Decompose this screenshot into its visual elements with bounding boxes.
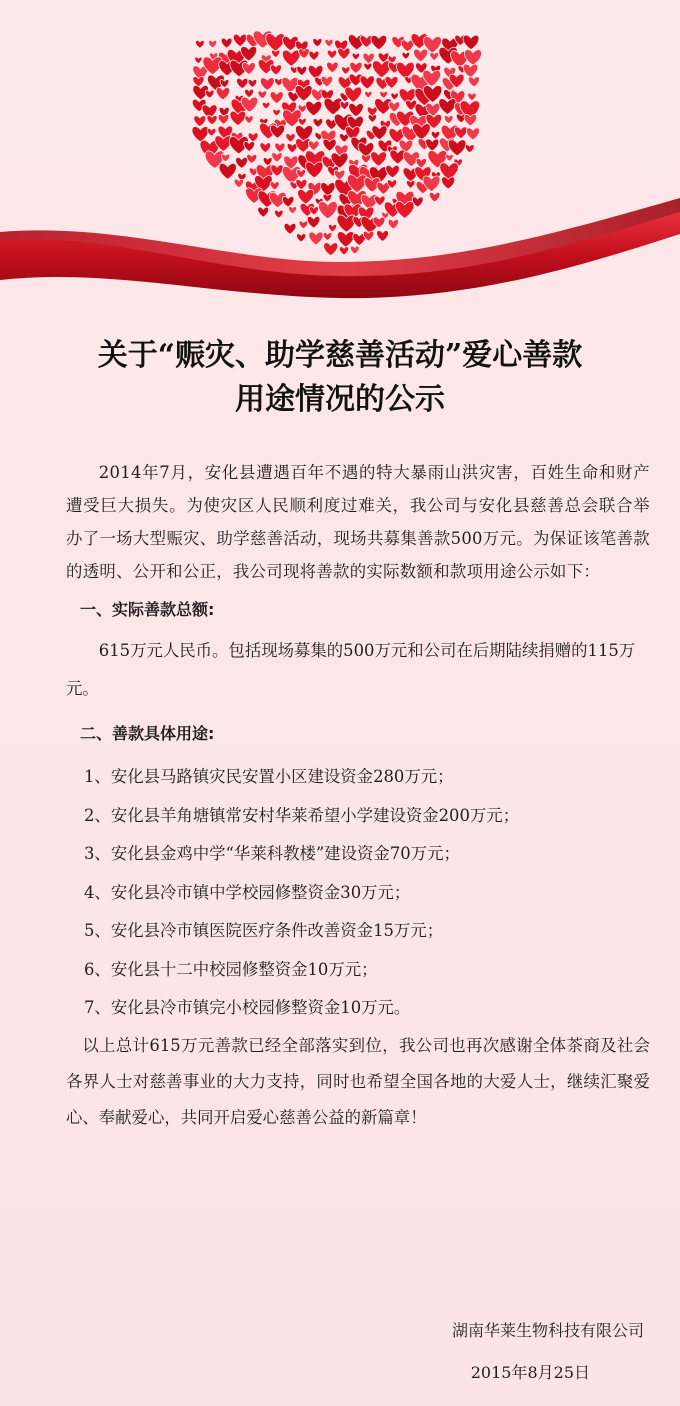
heart-banner <box>0 0 680 305</box>
small-heart-icon <box>386 165 400 177</box>
small-heart-icon <box>247 154 257 163</box>
small-heart-icon <box>323 233 332 241</box>
title-line-1: 关于“赈灾、助学慈善活动”爱心善款 <box>97 338 583 373</box>
small-heart-icon <box>368 115 376 123</box>
small-heart-icon <box>270 92 283 104</box>
small-heart-icon <box>258 91 267 99</box>
title-line-2: 用途情况的公示 <box>235 382 445 417</box>
small-heart-icon <box>245 116 253 124</box>
small-heart-icon <box>375 196 386 206</box>
small-heart-icon <box>324 243 338 256</box>
small-heart-icon <box>262 102 270 109</box>
small-heart-icon <box>360 76 374 89</box>
small-heart-icon <box>274 210 283 218</box>
small-heart-icon <box>372 61 391 78</box>
small-heart-icon <box>313 118 323 127</box>
small-heart-icon <box>248 79 257 87</box>
signature-date: 2015年8月25日 <box>470 1363 590 1382</box>
small-heart-icon <box>327 50 336 59</box>
small-heart-icon <box>258 207 269 217</box>
small-heart-icon <box>464 50 481 66</box>
small-heart-icon <box>286 134 295 143</box>
small-heart-icon <box>431 131 440 139</box>
small-heart-icon <box>328 224 336 232</box>
small-heart-icon <box>426 139 439 151</box>
small-heart-icon <box>365 91 372 98</box>
small-heart-icon <box>454 127 467 139</box>
small-heart-icon <box>363 53 374 63</box>
small-heart-icon <box>466 128 479 140</box>
small-heart-icon <box>361 155 370 163</box>
closing-paragraph: 以上总计615万元善款已经全部落实到位，我公司也再次感谢全体茶商及社会各界人士对慈善事业的大力支持，同时也希望全国各地的大爱人士，继续汇聚爱心、奉献爱心，共同开启爱心慈善公益的新篇章！ <box>66 1035 650 1127</box>
small-heart-icon <box>289 206 297 213</box>
small-heart-icon <box>216 88 229 100</box>
small-heart-icon <box>236 157 248 168</box>
small-heart-icon <box>260 143 271 153</box>
list-item: 4、安化县冷市镇中学校园修整资金30万元； <box>84 882 411 902</box>
small-heart-icon <box>323 194 332 202</box>
small-heart-icon <box>299 49 310 59</box>
small-heart-icon <box>468 77 479 87</box>
small-heart-icon <box>463 35 479 49</box>
small-heart-icon <box>297 66 307 75</box>
section-usage-heading: 二、善款具体用途: <box>80 724 215 743</box>
small-heart-icon <box>219 163 236 179</box>
small-heart-icon <box>339 247 348 255</box>
small-heart-icon <box>342 67 350 75</box>
small-heart-icon <box>318 202 337 219</box>
small-heart-icon <box>309 232 323 245</box>
small-heart-icon <box>465 145 474 153</box>
small-heart-icon <box>298 118 306 125</box>
small-heart-icon <box>468 93 476 101</box>
small-heart-icon <box>297 234 306 242</box>
list-item: 5、安化县冷市镇医院医疗条件改善资金15万元； <box>84 921 444 940</box>
page-title <box>0 334 680 422</box>
small-heart-icon <box>205 90 214 98</box>
small-heart-icon <box>270 65 281 75</box>
intro-paragraph: 2014年7月，安化县遭遇百年不遇的特大暴雨山洪灾害，百姓生命和财产遭受巨大损失。为使灾区人民顺利度过难关，我公司与安化县慈善总会联合举办了一场大型赈灾、助学慈善活动，现场共募集善款500万元。为保证该笔善款的透明、公开和公正，我公司现将善款的实际数额和款项用途公示如下： <box>66 463 650 581</box>
small-heart-icon <box>207 128 216 136</box>
small-heart-icon <box>377 231 389 242</box>
small-heart-icon <box>306 101 322 116</box>
small-heart-icon <box>244 141 255 151</box>
small-heart-icon <box>207 115 217 124</box>
small-heart-icon <box>275 143 285 152</box>
list-item: 7、安化县冷市镇完小校园修整资金10万元。 <box>84 998 411 1017</box>
small-heart-icon <box>334 170 345 180</box>
small-heart-icon <box>248 133 258 142</box>
section-total-heading: 一、实际善款总额: <box>80 600 215 619</box>
small-heart-icon <box>350 62 362 73</box>
small-heart-icon <box>273 109 280 116</box>
small-heart-icon <box>448 140 466 156</box>
small-heart-icon <box>272 153 283 163</box>
small-heart-icon <box>296 179 307 189</box>
small-heart-icon <box>260 78 274 91</box>
list-item: 6、安化县十二中校园修整资金10万元； <box>84 959 378 979</box>
small-heart-icon <box>463 64 478 77</box>
usage-list <box>66 758 650 1028</box>
small-heart-icon <box>389 102 400 112</box>
small-heart-icon <box>282 50 300 66</box>
small-heart-icon <box>446 154 454 161</box>
list-item: 1、安化县马路镇灾民安置小区建设资金280万元； <box>84 767 454 786</box>
notice-body <box>66 456 650 1136</box>
small-heart-icon <box>325 39 333 47</box>
small-heart-icon <box>350 246 359 254</box>
small-heart-icon <box>380 91 388 98</box>
small-heart-icon <box>266 34 285 52</box>
small-heart-icon <box>429 192 440 202</box>
small-heart-icon <box>444 115 453 123</box>
small-heart-icon <box>307 216 320 228</box>
small-heart-icon <box>237 78 248 88</box>
small-heart-icon <box>414 49 428 62</box>
small-heart-icon <box>321 183 336 196</box>
small-heart-icon <box>233 34 246 46</box>
small-heart-icon <box>208 40 216 48</box>
small-heart-icon <box>234 179 243 188</box>
small-heart-icon <box>391 93 398 100</box>
small-heart-icon <box>388 219 399 229</box>
small-heart-icon <box>192 126 209 141</box>
small-heart-icon <box>430 52 439 60</box>
small-heart-icon <box>324 98 342 115</box>
small-heart-icon <box>308 141 319 151</box>
small-heart-icon <box>337 232 354 248</box>
small-heart-icon <box>313 39 322 47</box>
small-heart-icon <box>195 57 202 64</box>
list-item: 2、安化县羊角塘镇常安村华莱希望小学建设资金200万元； <box>84 805 520 825</box>
small-heart-icon <box>340 101 349 109</box>
small-heart-icon <box>406 180 415 188</box>
small-heart-icon <box>327 62 339 73</box>
small-heart-icon <box>218 114 229 124</box>
small-heart-icon <box>309 51 319 60</box>
small-heart-icon <box>402 52 410 59</box>
small-heart-icon <box>284 223 296 234</box>
small-heart-icon <box>352 53 359 60</box>
section-total-text: 615万元人民币。包括现场募集的500万元和公司在后期陆续捐赠的115万元。 <box>66 641 636 698</box>
small-heart-icon <box>371 35 387 49</box>
small-heart-icon <box>272 50 280 58</box>
small-heart-icon <box>245 89 254 97</box>
small-heart-icon <box>439 99 456 115</box>
small-heart-icon <box>298 189 314 204</box>
heart-of-hearts-icon <box>192 31 482 256</box>
small-heart-icon <box>299 221 308 229</box>
small-heart-icon <box>196 40 205 48</box>
small-heart-icon <box>221 38 232 48</box>
small-heart-icon <box>321 76 333 87</box>
small-heart-icon <box>194 116 206 127</box>
small-heart-icon <box>270 182 279 190</box>
signature-company: 湖南华莱生物科技有限公司 <box>451 1321 644 1340</box>
small-heart-icon <box>364 63 372 70</box>
small-heart-icon <box>282 196 294 207</box>
small-heart-icon <box>371 152 387 167</box>
list-item: 3、安化县金鸡中学“华莱科教楼”建设资金70万元； <box>84 844 460 863</box>
